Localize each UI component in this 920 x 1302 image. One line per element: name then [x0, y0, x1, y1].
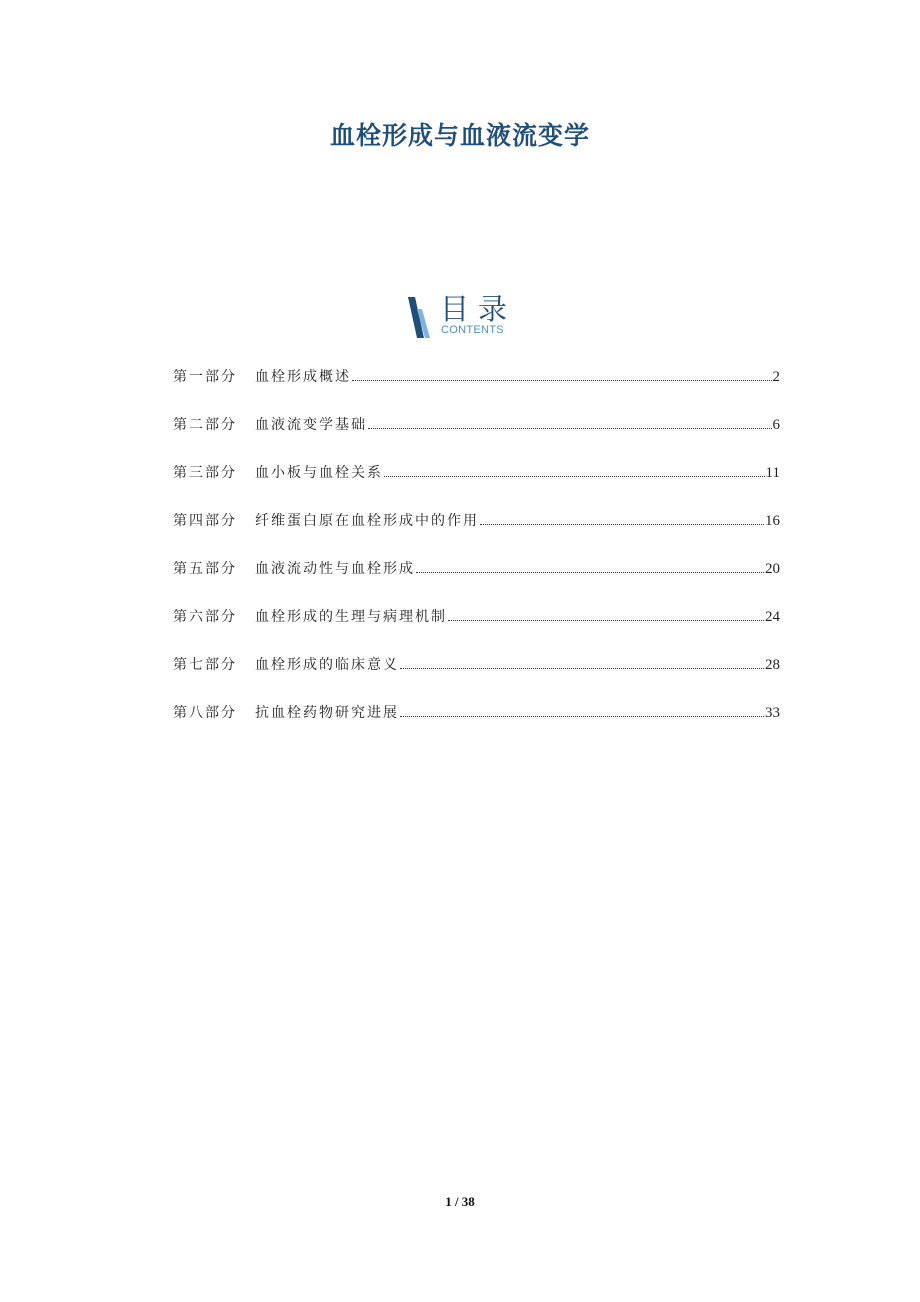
dot-leader	[448, 620, 764, 621]
toc-entry-page: 33	[765, 705, 780, 721]
toc-entry-page: 16	[765, 513, 780, 529]
document-title: 血栓形成与血液流变学	[329, 121, 590, 150]
toc-entry-page: 11	[765, 465, 780, 481]
toc-entry-part: 第二部分	[173, 417, 237, 433]
toc-entry-page: 24	[765, 609, 780, 625]
toc-entry-part: 第一部分	[173, 369, 237, 385]
toc-entry-1[interactable]	[173, 366, 780, 390]
toc-entry-part: 第八部分	[173, 705, 237, 721]
toc-entry-title: 血液流动性与血栓形成	[255, 561, 415, 577]
toc-logo-icon	[406, 295, 432, 339]
page-number: 1 / 38	[445, 1194, 475, 1209]
toc-entry-part: 第七部分	[173, 657, 237, 673]
toc-entry-title: 纤维蛋白原在血栓形成中的作用	[255, 513, 479, 529]
toc-entry-title: 血液流变学基础	[255, 417, 367, 433]
toc-entry-part: 第三部分	[173, 465, 237, 481]
dot-leader	[416, 572, 764, 573]
toc-entry-5[interactable]	[173, 558, 780, 582]
dot-leader	[400, 716, 764, 717]
toc-entry-6[interactable]	[173, 606, 780, 630]
toc-entry-page: 2	[772, 369, 780, 385]
toc-entry-page: 28	[765, 657, 780, 673]
toc-entry-7[interactable]	[173, 654, 780, 678]
toc-entry-8[interactable]	[173, 702, 780, 726]
toc-heading: 目录	[440, 292, 517, 326]
toc-entry-4[interactable]	[173, 510, 780, 534]
toc-entry-title: 血栓形成概述	[255, 369, 351, 385]
toc-header	[406, 292, 536, 342]
toc-entry-page: 20	[765, 561, 780, 577]
dot-leader	[400, 668, 764, 669]
toc-entry-page: 6	[772, 417, 780, 433]
toc-subheading: CONTENTS	[441, 324, 504, 336]
toc-entry-part: 第四部分	[173, 513, 237, 529]
toc-entry-title: 血小板与血栓关系	[255, 465, 383, 481]
dot-leader	[480, 524, 764, 525]
toc-entry-title: 抗血栓药物研究进展	[255, 705, 399, 721]
dot-leader	[384, 476, 765, 477]
toc-entry-title: 血栓形成的生理与病理机制	[255, 609, 447, 625]
toc-entry-3[interactable]	[173, 462, 780, 486]
toc-entry-title: 血栓形成的临床意义	[255, 657, 399, 673]
table-of-contents	[173, 366, 780, 750]
toc-entry-part: 第六部分	[173, 609, 237, 625]
toc-entry-part: 第五部分	[173, 561, 237, 577]
dot-leader	[352, 380, 772, 381]
dot-leader	[368, 428, 772, 429]
toc-entry-2[interactable]	[173, 414, 780, 438]
